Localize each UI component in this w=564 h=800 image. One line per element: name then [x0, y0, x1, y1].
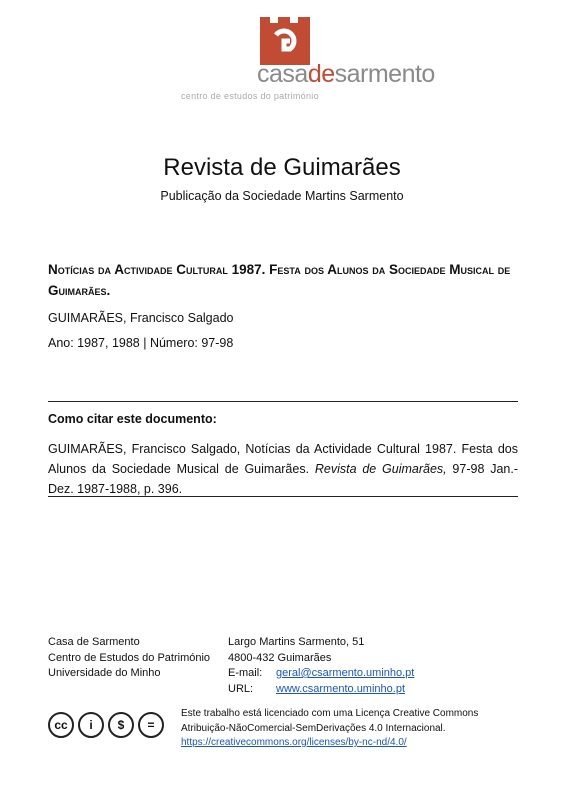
- castle-tower-icon: [258, 13, 312, 67]
- cc-license-badge[interactable]: [48, 712, 164, 738]
- divider-top: [48, 401, 518, 402]
- citation-heading: Como citar este documento:: [48, 412, 217, 426]
- footer-url-row: [228, 682, 414, 698]
- email-link[interactable]: geral@csarmento.uminho.pt: [276, 667, 415, 679]
- license-text: [181, 707, 478, 751]
- journal-subtitle: Publicação da Sociedade Martins Sarmento: [160, 189, 404, 203]
- footer-line: Casa de Sarmento: [48, 636, 140, 648]
- nd-noderivatives-icon: =: [138, 712, 164, 738]
- license-line2: Atribuição-NãoComercial-SemDerivações 4.0 Internacional.: [181, 722, 446, 734]
- url-label: URL:: [228, 682, 254, 695]
- email-label: E-mail:: [228, 667, 263, 679]
- article-title: Notícias da Actividade Cultural 1987. Festa dos Alunos da Sociedade Musical de Guimarães.: [48, 262, 511, 298]
- by-attribution-icon: i: [78, 712, 104, 738]
- footer-email-row: [228, 666, 414, 682]
- article-author: GUIMARÃES, Francisco Salgado: [48, 311, 234, 325]
- license-link[interactable]: https://creativecommons.org/licenses/by-nc-nd/4.0/: [181, 737, 407, 748]
- citation-text: [48, 439, 518, 499]
- logo-word-de: de: [307, 60, 335, 88]
- journal-title: Revista de Guimarães: [163, 154, 401, 181]
- logo-word-casa: casa: [257, 60, 308, 88]
- logo-wordmark: [257, 60, 435, 89]
- article-year-number: Ano: 1987, 1988 | Número: 97-98: [48, 336, 234, 350]
- citation-journal: Revista de Guimarães,: [314, 462, 447, 476]
- footer-institution: [48, 635, 210, 682]
- divider-bottom: [48, 496, 518, 497]
- logo-subtitle: centro de estudos do património: [181, 91, 319, 101]
- footer-address1: Largo Martins Sarmento, 51: [228, 636, 365, 648]
- footer-contact: [228, 635, 414, 697]
- footer-line: Centro de Estudos do Património: [48, 651, 211, 664]
- url-link[interactable]: www.csarmento.uminho.pt: [276, 682, 405, 695]
- license-line1: Este trabalho está licenciado com uma Licença Creative Commons: [181, 708, 479, 719]
- nc-noncommercial-icon: $: [108, 712, 134, 738]
- citation-main: GUIMARÃES, Francisco Salgado, Notícias da Actividade Cultural 1987. Festa dos Alunos da Sociedade Musical de Guimarães.: [48, 442, 518, 476]
- footer-address2: 4800-432 Guimarães: [228, 651, 332, 664]
- footer-line: Universidade do Minho: [48, 667, 161, 679]
- citation-tail: 97-98 Jan.-Dez. 1987-1988, p. 396.: [48, 462, 518, 496]
- cc-icon: cc: [48, 712, 74, 738]
- logo-word-sarmento: sarmento: [334, 60, 435, 88]
